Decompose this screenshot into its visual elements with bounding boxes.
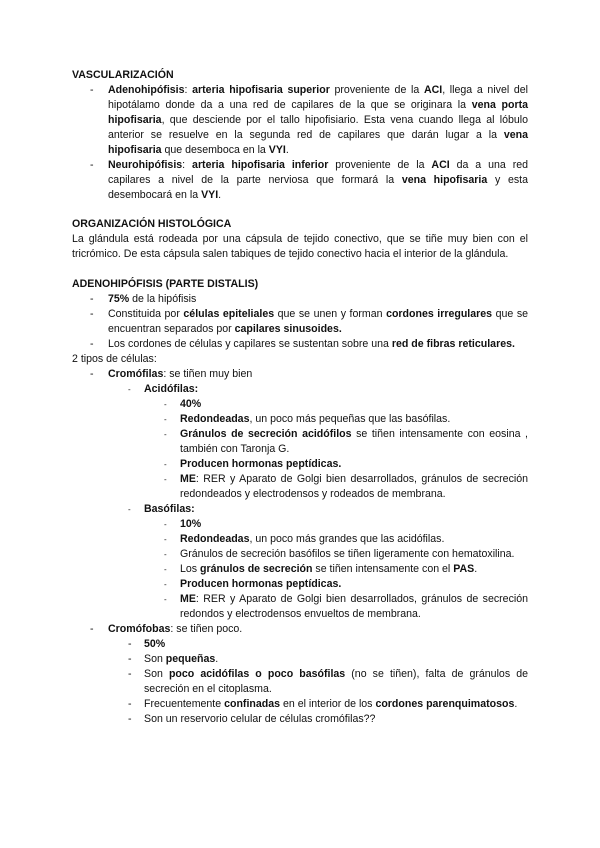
- dash-marker: -: [164, 580, 167, 589]
- dash-marker: -: [164, 475, 167, 484]
- basofilas-list: [72, 502, 528, 622]
- dash-marker: -: [164, 430, 167, 439]
- section-title-vascularizacion: VASCULARIZACIÓN: [72, 69, 174, 81]
- list-item: - Producen hormonas peptídicas.: [164, 578, 342, 590]
- dash-marker: -: [90, 623, 94, 635]
- adenohipofisis-list: [72, 292, 528, 352]
- dash-marker: -: [128, 653, 132, 665]
- bullet-marker: -: [164, 400, 167, 409]
- dash-marker: -: [164, 550, 167, 559]
- section-title-histologica: ORGANIZACIÓN HISTOLÓGICA: [72, 218, 232, 230]
- dash-marker: -: [164, 595, 167, 604]
- list-item-adenohipofisis: - Adenohipófisis: arteria hipofisaria superior proveniente de la ACI, llega a nivel del hipotálamo donde da a una red de capilares de la que se originara la vena porta hipofisaria, que desciende por el tallo hipofisiario. Esta vena cuando llega al lóbulo anterior se resuelve en la segunda red de capilares que darán lugar a la vena hipofisaria que desemboca en la VYI.: [90, 84, 529, 156]
- list-item: - Constituida por células epiteliales que se unen y forman cordones irregulares que se encuentran separados por capilares sinusoides.: [90, 308, 529, 335]
- list-item: - 40%: [164, 398, 202, 410]
- tipos-celulas-label: 2 tipos de células:: [72, 353, 157, 365]
- list-item: - ME: RER y Aparato de Golgi bien desarrollados, gránulos de secreción redondeados y electrodensos y rodeados de membrana.: [164, 473, 528, 500]
- list-item-neurohipofisis: - Neurohipófisis: arteria hipofisaria inferior proveniente de la ACI da a una red capilares a nivel de la parte nerviosa que formará la vena hipofisaria y esta desembocará en la VYI.: [90, 159, 529, 201]
- dash-marker: -: [128, 713, 132, 725]
- list-item: - 75% de la hipófisis: [90, 293, 197, 305]
- spacer: [72, 262, 528, 277]
- dash-marker: -: [128, 698, 132, 710]
- list-item: - Redondeadas, un poco más grandes que las acidófilas.: [164, 533, 445, 545]
- list-item: - Frecuentemente confinadas en el interior de los cordones parenquimatosos.: [128, 698, 518, 710]
- dash-marker: -: [164, 460, 167, 469]
- histologica-paragraph: La glándula está rodeada por una cápsula de tejido conectivo, que se tiñe muy bien con el tricrómico. De esta cápsula salen tabiques de tejido conectivo hacia el interior de la glándula.: [72, 233, 528, 260]
- list-item: - Los cordones de células y capilares se sustentan sobre una red de fibras reticulares.: [90, 338, 515, 350]
- subheading-basofilas: - Basófilas:: [128, 503, 195, 515]
- list-item: - 10%: [164, 518, 202, 530]
- dash-marker: -: [128, 638, 132, 650]
- list-item: - 50%: [128, 638, 166, 650]
- spacer: [72, 203, 528, 217]
- list-item-cromofobas: - Cromófobas: se tiñen poco.: [90, 623, 243, 635]
- vascularizacion-list: [72, 83, 528, 203]
- dash-marker: -: [164, 535, 167, 544]
- list-item: - Producen hormonas peptídicas.: [164, 458, 342, 470]
- bullet-marker: -: [164, 520, 167, 529]
- list-item-cromofilas: - Cromófilas: se tiñen muy bien: [90, 368, 253, 380]
- list-item: - Los gránulos de secreción se tiñen intensamente con el PAS.: [164, 563, 478, 575]
- dash-marker: -: [90, 159, 94, 171]
- document-page: [72, 68, 528, 727]
- dash-marker: -: [164, 565, 167, 574]
- dash-marker: -: [90, 338, 94, 350]
- cromofilas-list: [72, 367, 528, 382]
- list-item: - Son poco acidófilas o poco basófilas (no se tiñen), falta de gránulos de secreción en el citoplasma.: [128, 668, 528, 695]
- bullet-marker: -: [128, 385, 131, 394]
- list-item: - Gránulos de secreción acidófilos se tiñen intensamente con eosina , también con Taronja G.: [164, 428, 528, 455]
- dash-marker: -: [90, 293, 94, 305]
- list-item: - Gránulos de secreción basófilos se tiñen ligeramente con hematoxilina.: [164, 548, 515, 560]
- subheading-acidofilas: - Acidófilas:: [128, 383, 199, 395]
- list-item: - ME: RER y Aparato de Golgi bien desarrollados, gránulos de secreción redondos y electrodensos envueltos de membrana.: [164, 593, 528, 620]
- dash-marker: -: [90, 308, 94, 320]
- list-item: - Son pequeñas.: [128, 653, 219, 665]
- section-title-adenohipofisis: ADENOHIPÓFISIS (PARTE DISTALIS): [72, 278, 259, 290]
- acidofilas-list: [72, 382, 528, 502]
- dash-marker: -: [128, 668, 132, 680]
- list-item: - Son un reservorio celular de células cromófilas??: [128, 713, 376, 725]
- cromofobas-list: [72, 622, 528, 727]
- list-item: - Redondeadas, un poco más pequeñas que las basófilas.: [164, 413, 451, 425]
- bullet-marker: -: [128, 505, 131, 514]
- dash-marker: -: [90, 368, 94, 380]
- dash-marker: -: [90, 84, 94, 96]
- dash-marker: -: [164, 415, 167, 424]
